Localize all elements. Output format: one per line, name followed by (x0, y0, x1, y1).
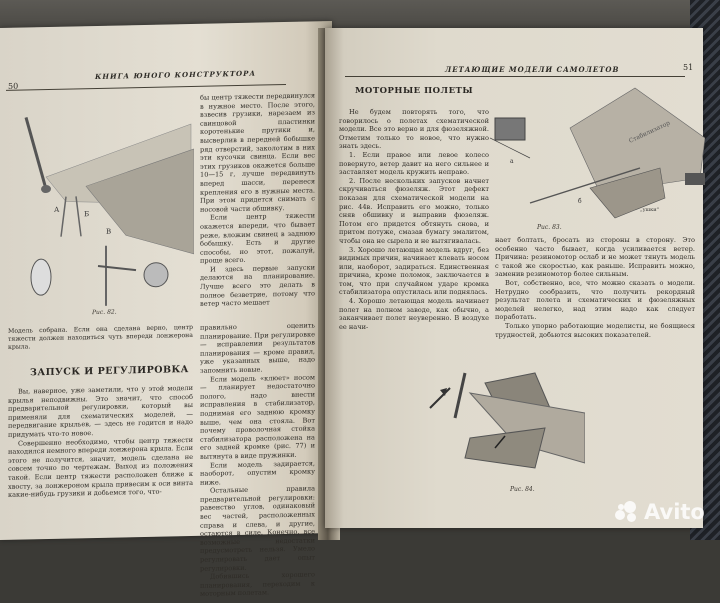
paragraph: И здесь первые запуски делаются на планирование. Лучше всего это делать в полное безветрие, потому что ветер часто мешает (200, 263, 315, 309)
avito-watermark (615, 500, 705, 524)
svg-text:В: В (106, 227, 112, 236)
left-running-head: КНИГА ЮНОГО КОНСТРУКТОРА (95, 68, 257, 82)
left-page-number: 50 (8, 81, 19, 91)
right-page (325, 28, 703, 528)
figure-84-caption: Рис. 84. (510, 486, 535, 493)
figure-82-description: Модель собрана. Если она сделана верно, центр тяжести должен находиться чуть впереди лонжерона крыла. (8, 323, 193, 351)
paragraph: Вот, собственно, все, что можно сказать о модели. Нетрудно сообразить, что получить рекордный результат полета и схематических и фюзеляжных моделей нелегко, над этим надо как следует поработать. (495, 278, 695, 322)
svg-text:А: А (54, 205, 60, 214)
paragraph: Если модель «клюет» носом — планирует недостаточно полого, надо внести исправления в стабилизатор, поднимая его заднюю кромку выше, чем она стояла. Вот почему проволочная стойка стабилизатора расположена на его задней кромке (рис. 77) и вытянута в виде пружинки. (200, 372, 315, 461)
figure-84-drawing (425, 368, 585, 483)
stabilizer-label: Стабилизатор (627, 119, 672, 145)
bottom-right-column (200, 321, 315, 598)
svg-text:б: б (578, 198, 582, 205)
paragraph: Только упорно работающие моделисты, не боящиеся трудностей, добьются высоких показателей. (495, 321, 695, 339)
paragraph: 3. Хорошо летающая модель вдруг, без видимых причин, начинает клевать носом или, наоборот, задираться. Единственная причина, кроме поломок, заключается в том, что при случайном ударе кромка стабилизатора опустилась или поднялась. (339, 245, 489, 297)
svg-text:а: а (510, 158, 514, 165)
top-right-column (200, 91, 315, 308)
paragraph: Если модель задирается, наоборот, опустим кромку ниже. (200, 458, 315, 487)
figure-83-caption: Рис. 83. (537, 224, 562, 231)
avito-text: Avito (644, 500, 705, 524)
left-page (0, 21, 332, 599)
right-column (495, 236, 695, 339)
figure-82-drawing (6, 94, 194, 308)
figure-82-caption: Рис. 82. (92, 308, 117, 317)
figure-83-drawing (490, 83, 705, 233)
section-heading-motor-flights: МОТОРНЫЕ ПОЛЕТЫ (355, 86, 474, 96)
header-rule (6, 81, 286, 91)
left-column (339, 108, 489, 331)
paragraph: Не будем повторять того, что говорилось о полетах схематической модели. Все это верно и для фюзеляжной. Отметим только то новое, что нужно знать здесь. (339, 108, 489, 151)
paragraph: Совершенно необходимо, чтобы центр тяжести находился немного впереди лонжерона крыла. Если этого не получится, значит, модель сделана не совсем точно по чертежам. Выход из положения такой. Если центр тяжести расположен ближе к хвосту, за лонжероном крыла привесим к оси винта какие-нибудь грузики и добьемся того, что- (8, 435, 193, 499)
paragraph: Если центр тяжести окажется впереди, что бывает реже, вложим свинец в заднюю бобышку. Есть и другие способы, но этот, пожалуй, проще всего. (200, 211, 315, 266)
bottom-left-column (8, 384, 193, 500)
section-heading-launch: ЗАПУСК И РЕГУЛИРОВКА (30, 364, 189, 379)
paragraph: 1. Если правое или левое колесо повернуто, ветер давит на него сильнее и заставляет модель кружить неправо. (339, 150, 489, 177)
right-page-number: 51 (683, 63, 694, 72)
paragraph: 4. Хорошо летающая модель начинает полет на полном заводе, как обычно, а заканчивает полет неуверенно. В воздухе ее начи- (339, 297, 489, 331)
paragraph: 2. После нескольких запусков начнет скручиваться фюзеляж. Этот дефект показан для схематической модели на рис. 44в. Исправить его можно, только сняв обшивку и выправив фюзеляж. Потом его придется обтянуть снова, и притом потуже, смазав бумагу эмалитом, чтобы она не сырела и не вытягивалась. (339, 176, 489, 245)
svg-text:„ушки": „ушки" (640, 207, 659, 213)
avito-logo-icon (615, 501, 639, 523)
paragraph: бы центр тяжести передвинулся в нужное место. После этого, взвесив грузики, нарезаем из свинцовой пластинки коротенькие прутики и, высверлив в передней бобышке ряд отверстий, заколотим в них эти кусочки свинца. Если вес этих грузиков окажется больше 10—15 г, лучше передвинуть вперед шасси, перенеся крепления его в нужные места. При этом придется снимать с носовой части обшивку. (200, 91, 315, 214)
paragraph: Добившись хорошего планирования, переходим к моторным полетам. (200, 570, 315, 599)
right-running-head: ЛЕТАЮЩИЕ МОДЕЛИ САМОЛЕТОВ (445, 65, 620, 74)
header-rule (345, 76, 685, 77)
paragraph: правильно оценить планирование. При регулировке — исправлении результатов планирования — кроме правил, уже указанных выше, надо запомнить новые. (200, 321, 315, 375)
svg-text:Б: Б (84, 210, 90, 219)
paragraph: Остальные правила предварительной регулировки: равенство углов, одинаковый вес частей, расположенных справа и слева, и другие, остаются в силе. Конечно, все возможные недостатки предусмотреть нельзя. Умело регулировать дает опыт регулировки. (200, 484, 315, 573)
paragraph: нает болтать, бросать из стороны в сторону. Это особенно часто бывает, когда усиливается ветер. Причина: резиномотор ослаб и не может тянуть модель с такой же скоростью, как раньше. Исправить можно, заменив резиномотор более сильным. (495, 236, 695, 279)
paragraph: Вы, наверное, уже заметили, что у этой модели крылья неподвижны. Это значит, что способ предварительной регулировки, который вы применяли для схематических моделей, — передвигание крыльев, — здесь не годится и надо придумать что-то новое. (8, 383, 193, 439)
